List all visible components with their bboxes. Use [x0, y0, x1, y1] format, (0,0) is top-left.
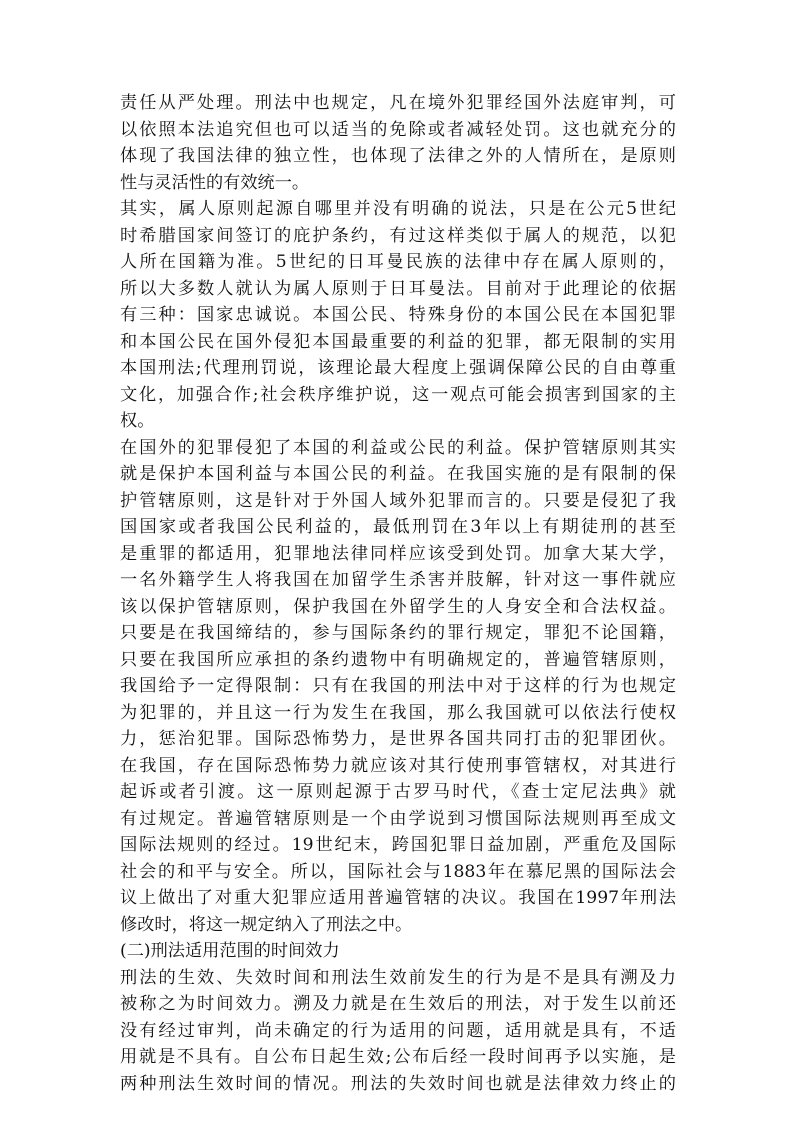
text-line: 其实，属人原则起源自哪里并没有明确的说法，只是在公元5世纪: [120, 199, 676, 219]
text-line: 时希腊国家间签订的庇护条约，有过这样类似于属人的规范，以犯: [120, 225, 676, 246]
text-line: 就是保护本国利益与本国公民的利益。在我国实施的是有限制的保: [120, 464, 676, 484]
text-line: 只要是在我国缔结的，参与国际条约的罪行规定，罪犯不论国籍，: [120, 623, 676, 643]
text-line: 修改时，将这一规定纳入了刑法之中。: [120, 914, 413, 935]
text-line: 两种刑法生效时间的情况。刑法的失效时间也就是法律效力终止的: [120, 1073, 676, 1094]
text-line: 体现了我国法律的独立性，也体现了法律之外的人情所在，是原则: [120, 146, 676, 166]
text-line: 文化，加强合作;社会秩序维护说，这一观点可能会损害到国家的主: [120, 384, 676, 405]
section-heading: (二)刑法适用范围的时间效力: [120, 941, 340, 961]
text-line: 社会的和平与安全。所以，国际社会与1883年在慕尼黑的国际法会: [120, 861, 676, 882]
text-line: 责任从严处理。刑法中也规定，凡在境外犯罪经国外法庭审判，可: [120, 93, 676, 113]
text-line: 一名外籍学生人将我国在加留学生杀害并肢解，针对这一事件就应: [120, 570, 676, 590]
text-line: 是重罪的都适用，犯罪地法律同样应该受到处罚。加拿大某大学，: [120, 543, 676, 564]
text-line: 没有经过审判，尚未确定的行为适用的问题，适用就是具有，不适: [120, 1020, 676, 1041]
text-line: 性与灵活性的有效统一。: [120, 172, 310, 193]
text-line: 力，惩治犯罪。国际恐怖势力，是世界各国共同打击的犯罪团伙。: [120, 729, 676, 749]
text-line: 有三种：国家忠诚说。本国公民、特殊身份的本国公民在本国犯罪: [120, 305, 676, 325]
text-line: 以依照本法追究但也可以适当的免除或者减轻处罚。这也就充分的: [120, 119, 676, 140]
text-line: 权。: [120, 411, 155, 431]
text-line: 我国给予一定得限制：只有在我国的刑法中对于这样的行为也规定: [120, 676, 676, 696]
text-line: 用就是不具有。自公布日起生效;公布后经一段时间再予以实施，是: [120, 1047, 676, 1067]
text-line: 该以保护管辖原则，保护我国在外留学生的人身安全和合法权益。: [120, 596, 676, 617]
text-line: 有过规定。普遍管辖原则是一个由学说到习惯国际法规则再至成文: [120, 808, 676, 829]
text-line: 议上做出了对重大犯罪应适用普遍管辖的决议。我国在1997年刑法: [120, 888, 676, 908]
text-line: 国国家或者我国公民利益的，最低刑罚在3年以上有期徒刑的甚至: [120, 517, 676, 537]
text-line: 国际法规则的经过。19世纪末，跨国犯罪日益加剧，严重危及国际: [120, 835, 676, 855]
text-line: 被称之为时间效力。溯及力就是在生效后的刑法，对于发生以前还: [120, 994, 676, 1014]
text-line: 起诉或者引渡。这一原则起源于古罗马时代，《查士定尼法典》就: [120, 782, 676, 802]
text-line: 所以大多数人就认为属人原则于日耳曼法。目前对于此理论的依据: [120, 278, 676, 299]
text-line: 为犯罪的，并且这一行为发生在我国，那么我国就可以依法行使权: [120, 702, 676, 723]
text-line: 人所在国籍为准。5世纪的日耳曼民族的法律中存在属人原则的，: [120, 252, 676, 272]
document-body: [120, 90, 676, 1097]
text-line: 在我国，存在国际恐怖势力就应该对其行使刑事管辖权，对其进行: [120, 755, 676, 776]
text-line: 护管辖原则，这是针对于外国人域外犯罪而言的。只要是侵犯了我: [120, 490, 676, 511]
text-line: 本国刑法;代理刑罚说，该理论最大程度上强调保障公民的自由尊重: [120, 358, 676, 378]
text-line: 和本国公民在国外侵犯本国最重要的利益的犯罪，都无限制的实用: [120, 331, 676, 352]
text-line: 刑法的生效、失效时间和刑法生效前发生的行为是不是具有溯及力: [120, 967, 676, 988]
text-line: 只要在我国所应承担的条约遗物中有明确规定的，普遍管辖原则，: [120, 649, 676, 670]
text-line: 在国外的犯罪侵犯了本国的利益或公民的利益。保护管辖原则其实: [120, 437, 676, 458]
